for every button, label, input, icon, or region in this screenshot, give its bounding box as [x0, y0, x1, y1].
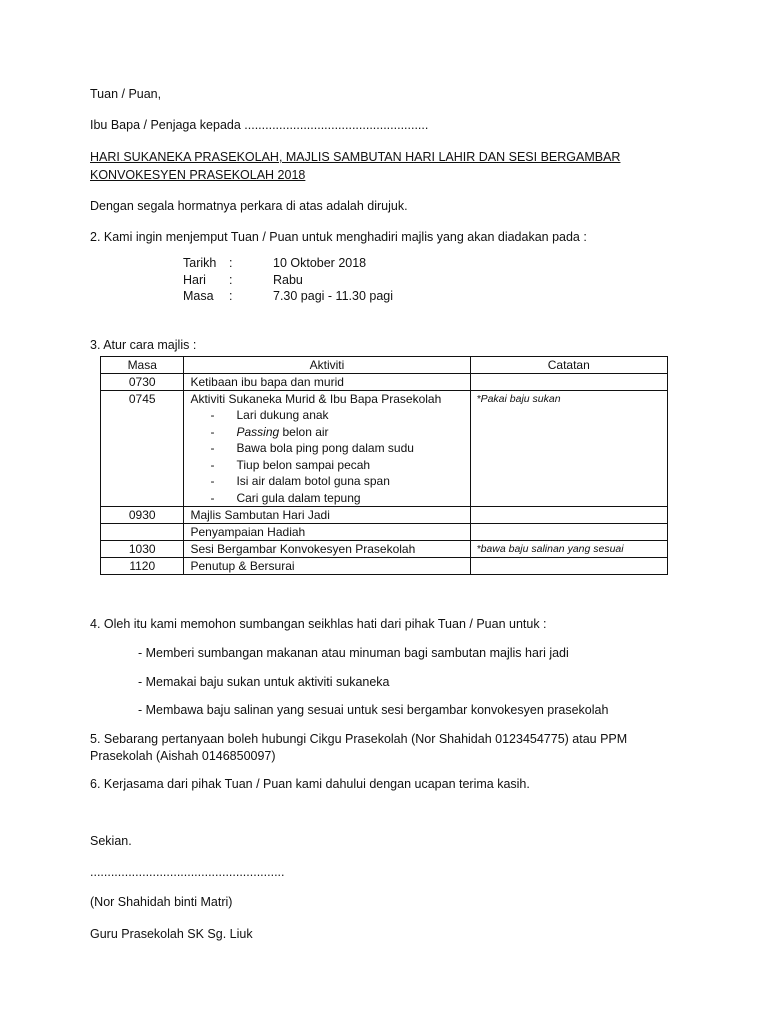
- row-time: 1120: [101, 558, 184, 575]
- table-row: [101, 374, 668, 391]
- subitem-text: belon air: [279, 424, 329, 439]
- table-row: [101, 507, 668, 524]
- salutation: Tuan / Puan,: [90, 87, 162, 101]
- detail-colon: :: [229, 256, 233, 270]
- list-item: [190, 440, 469, 457]
- signature-line: ........................................................: [90, 864, 285, 879]
- detail-row-date: [183, 256, 393, 273]
- dash: -: [210, 490, 215, 505]
- dash: -: [210, 408, 215, 422]
- detail-key: Masa: [183, 289, 214, 303]
- detail-key: Tarikh: [183, 256, 217, 270]
- row-time: 0745: [101, 391, 184, 507]
- paragraph-5-line-1: 5. Sebarang pertanyaan boleh hubungi Cikgu Prasekolah (Nor Shahidah 0123454775) atau PPM: [90, 731, 628, 746]
- detail-colon: :: [229, 272, 233, 287]
- row-time: 1030: [101, 541, 184, 558]
- row-note: [470, 558, 668, 575]
- table-row: [101, 391, 668, 507]
- subitem-text: Tiup belon sampai pecah: [236, 457, 371, 472]
- list-item: [190, 407, 469, 424]
- subitem-text: Cari gula dalam tepung: [236, 490, 361, 505]
- detail-value: Rabu: [273, 272, 303, 287]
- detail-key: Hari: [183, 272, 206, 287]
- row-note: *Pakai baju sukan: [470, 391, 668, 507]
- table-row: [101, 558, 668, 575]
- row-note: [470, 524, 668, 541]
- row-note: *bawa baju salinan yang sesuai: [470, 541, 668, 558]
- row-time: 0930: [101, 507, 184, 524]
- recipient-line: Ibu Bapa / Penjaga kepada .....................................................: [90, 118, 429, 132]
- detail-row-time: [183, 289, 393, 306]
- subitem-text: Bawa bola ping pong dalam sudu: [236, 441, 414, 455]
- row-note: [470, 507, 668, 524]
- dash: -: [210, 441, 215, 455]
- row-activity: Penutup & Bersurai: [184, 558, 470, 575]
- header-masa: Masa: [101, 357, 184, 374]
- row-activity-cell: [184, 391, 470, 507]
- subitem-text: Lari dukung anak: [236, 408, 329, 422]
- row-activity: Ketibaan ibu bapa dan murid: [184, 374, 470, 391]
- row-note: [470, 374, 668, 391]
- list-item: - Memakai baju sukan untuk aktiviti sukaneka: [138, 674, 390, 689]
- table-row: [101, 524, 668, 541]
- signatory-name: (Nor Shahidah binti Matri): [90, 894, 233, 909]
- schedule-table: [100, 356, 668, 575]
- list-item: [190, 424, 469, 441]
- table-row: [101, 541, 668, 558]
- row-activity: Sesi Bergambar Konvokesyen Prasekolah: [184, 541, 470, 558]
- subitem-italic-text: Passing: [236, 424, 280, 439]
- letter-body: [90, 86, 690, 941]
- detail-value: 10 Oktober 2018: [273, 256, 367, 270]
- list-item: [190, 490, 469, 507]
- letter-title-line-1: HARI SUKANEKA PRASEKOLAH, MAJLIS SAMBUTAN HARI LAHIR DAN SESI BERGAMBAR: [90, 150, 621, 164]
- closing: Sekian.: [90, 833, 132, 848]
- paragraph-6: 6. Kerjasama dari pihak Tuan / Puan kami dahului dengan ucapan terima kasih.: [90, 776, 530, 791]
- detail-colon: :: [229, 289, 233, 303]
- row-activity: Aktiviti Sukaneka Murid & Ibu Bapa Prasekolah: [190, 392, 442, 406]
- list-item: - Membawa baju salinan yang sesuai untuk sesi bergambar konvokesyen prasekolah: [138, 702, 609, 717]
- paragraph-5-line-2: Prasekolah (Aishah 0146850097): [90, 748, 276, 763]
- list-item: [190, 473, 469, 490]
- list-item: [190, 457, 469, 474]
- subitem-text: Isi air dalam botol guna span: [236, 474, 390, 488]
- paragraph-3: 3. Atur cara majlis :: [90, 337, 197, 352]
- event-details: [183, 256, 393, 306]
- header-catatan: Catatan: [470, 357, 668, 374]
- letter-title-line-2: KONVOKESYEN PRASEKOLAH 2018: [90, 168, 306, 182]
- intro-paragraph: Dengan segala hormatnya perkara di atas adalah dirujuk.: [90, 199, 408, 213]
- signatory-title: Guru Prasekolah SK Sg. Liuk: [90, 926, 253, 941]
- header-aktiviti: Aktiviti: [184, 357, 470, 374]
- paragraph-4: 4. Oleh itu kami memohon sumbangan seikhlas hati dari pihak Tuan / Puan untuk :: [90, 616, 547, 631]
- dash: -: [210, 457, 215, 472]
- schedule-header-row: [101, 357, 668, 374]
- row-time: 0730: [101, 374, 184, 391]
- row-time: [101, 524, 184, 541]
- detail-value: 7.30 pagi - 11.30 pagi: [273, 289, 394, 303]
- dash: -: [210, 474, 215, 488]
- row-activity: Penyampaian Hadiah: [184, 524, 470, 541]
- list-item: - Memberi sumbangan makanan atau minuman bagi sambutan majlis hari jadi: [138, 645, 569, 660]
- detail-row-day: [183, 273, 393, 290]
- paragraph-2: 2. Kami ingin menjemput Tuan / Puan untuk menghadiri majlis yang akan diadakan pada :: [90, 230, 587, 244]
- row-activity: Majlis Sambutan Hari Jadi: [184, 507, 470, 524]
- dash: -: [210, 424, 215, 439]
